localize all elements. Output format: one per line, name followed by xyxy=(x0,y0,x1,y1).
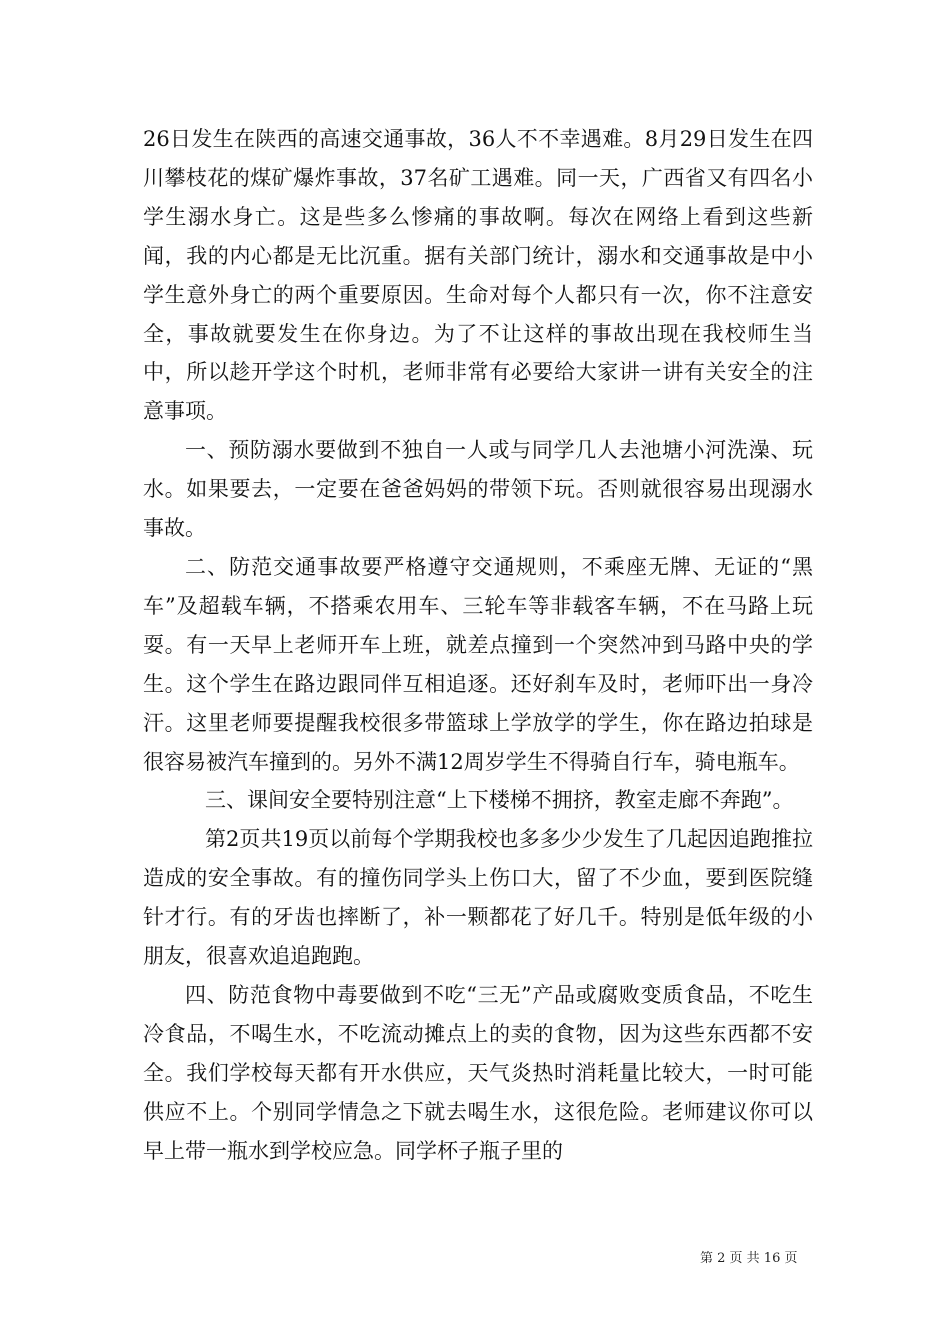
paragraph-recess: 三、课间安全要特别注意“上下楼梯不拥挤，教室走廊不奔跑”。 xyxy=(205,788,794,813)
document-body xyxy=(143,120,813,1170)
paragraph-drowning: 一、预防溺水要做到不独自一人或与同学几人去池塘小河洗澡、玩水。如果要去，一定要在爸爸妈妈的带领下玩。否则就很容易出现溺水事故。 xyxy=(143,438,813,541)
paragraph-continuation: 26日发生在陕西的高速交通事故，36人不不幸遇难。8月29日发生在四川攀枝花的煤矿爆炸事故，37名矿工遇难。同一天，广西省又有四名小学生溺水身亡。这是些多么惨痛的事故啊。每次在网络上看到这些新闻，我的内心都是无比沉重。据有关部门统计，溺水和交通事故是中小学生意外身亡的两个重要原因。生命对每个人都只有一次，你不注意安全，事故就要发生在你身边。为了不让这样的事故出现在我校师生当中，所以趁开学这个时机，老师非常有必要给大家讲一讲有关安全的注意事项。 xyxy=(143,127,813,424)
paragraph-incidents: 第2页共19页以前每个学期我校也多多少少发生了几起因追跑推拉造成的安全事故。有的撞伤同学头上伤口大，留了不少血，要到医院缝针才行。有的牙齿也摔断了，补一颗都花了好几千。特别是低年级的小朋友，很喜欢追追跑跑。 xyxy=(143,827,813,969)
paragraph-traffic: 二、防范交通事故要严格遵守交通规则，不乘座无牌、无证的“黑车”及超载车辆，不搭乘农用车、三轮车等非载客车辆，不在马路上玩耍。有一天早上老师开车上班，就差点撞到一个突然冲到马路中央的学生。这个学生在路边跟同伴互相追逐。还好刹车及时，老师吓出一身冷汗。这里老师要提醒我校很多带篮球上学放学的学生，你在路边拍球是很容易被汽车撞到的。另外不满12周岁学生不得骑自行车，骑电瓶车。 xyxy=(143,554,813,774)
page-number-footer: 第 2 页 共 16 页 xyxy=(700,1251,798,1266)
paragraph-food: 四、防范食物中毒要做到不吃“三无”产品或腐败变质食品，不吃生冷食品，不喝生水，不吃流动摊点上的卖的食物，因为这些东西都不安全。我们学校每天都有开水供应，天气炎热时消耗量比较大，一时可能供应不上。个别同学情急之下就去喝生水，这很危险。老师建议你可以早上带一瓶水到学校应急。同学杯子瓶子里的 xyxy=(143,982,813,1163)
